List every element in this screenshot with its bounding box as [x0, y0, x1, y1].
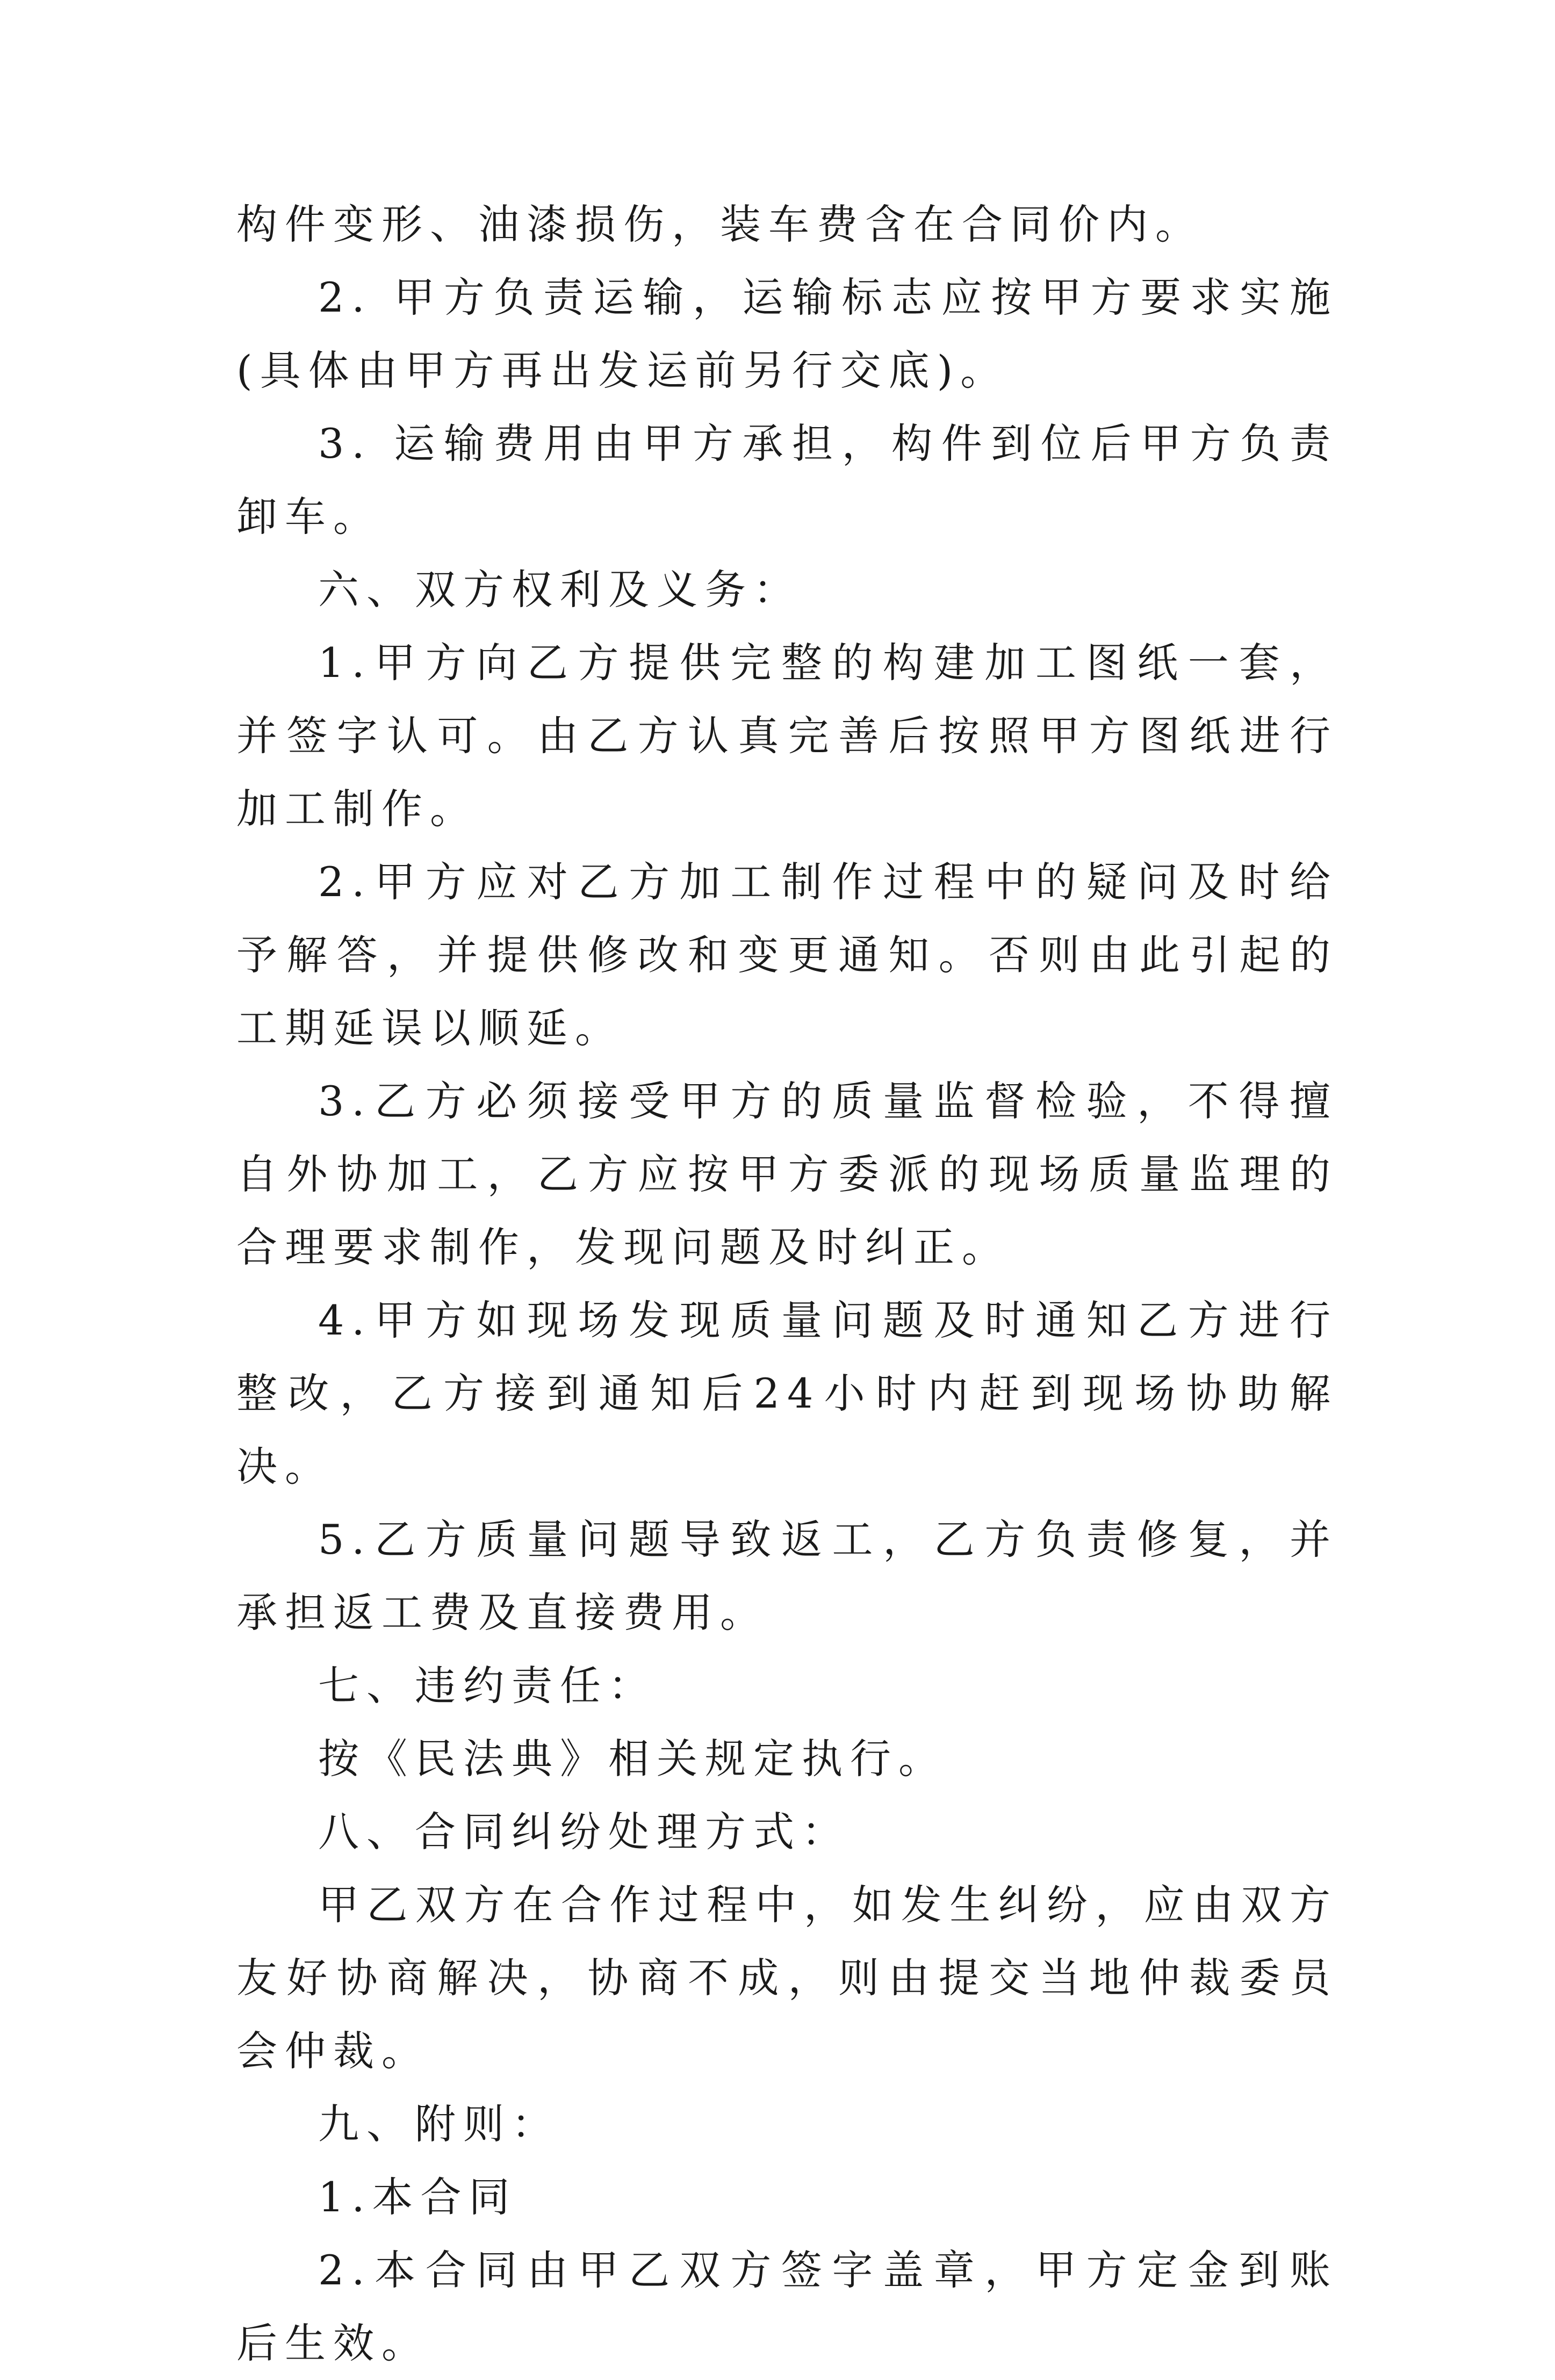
paragraph-liability: 按《民法典》相关规定执行。	[318, 1735, 947, 1783]
section-heading-rights: 六、双方权利及义务：	[318, 566, 802, 614]
paragraph-rights-5: 5.乙方质量问题导致返工，乙方负责修复，并承担返工费及直接费用。	[236, 1516, 1338, 1636]
paragraph-transport-2: 2. 甲方负责运输，运输标志应按甲方要求实施(具体由甲方再出发运前另行交底)。	[236, 273, 1338, 394]
paragraph-disputes: 甲乙双方在合作过程中，如发生纠纷，应由双方友好协商解决，协商不成，则由提交当地仲裁委员会仲裁。	[236, 1881, 1338, 2075]
paragraph-rights-2: 2.甲方应对乙方加工制作过程中的疑问及时给予解答，并提供修改和变更通知。否则由此引起的工期延误以顺延。	[236, 858, 1338, 1052]
section-heading-liability: 七、违约责任：	[318, 1662, 657, 1710]
paragraph-supplementary-2: 2.本合同由甲乙双方签字盖章，甲方定金到账后生效。	[236, 2246, 1338, 2367]
document-body	[236, 188, 1338, 2380]
paragraph-rights-4: 4.甲方如现场发现质量问题及时通知乙方进行整改，乙方接到通知后24小时内赶到现场协助解决。	[236, 1296, 1338, 1490]
section-heading-disputes: 八、合同纠纷处理方式：	[318, 1808, 850, 1856]
paragraph-transport-loading: 构件变形、油漆损伤，装车费含在合同价内。	[236, 200, 1204, 248]
section-heading-supplementary: 九、附则：	[318, 2100, 560, 2148]
paragraph-rights-3: 3.乙方必须接受甲方的质量监督检验，不得擅自外协加工，乙方应按甲方委派的现场质量监理的合理要求制作，发现问题及时纠正。	[236, 1077, 1338, 1271]
paragraph-transport-3: 3. 运输费用由甲方承担，构件到位后甲方负责卸车。	[236, 420, 1338, 540]
paragraph-rights-1: 1.甲方向乙方提供完整的构建加工图纸一套，并签字认可。由乙方认真完善后按照甲方图纸进行加工制作。	[236, 639, 1338, 833]
paragraph-supplementary-1: 1.本合同	[318, 2173, 517, 2221]
